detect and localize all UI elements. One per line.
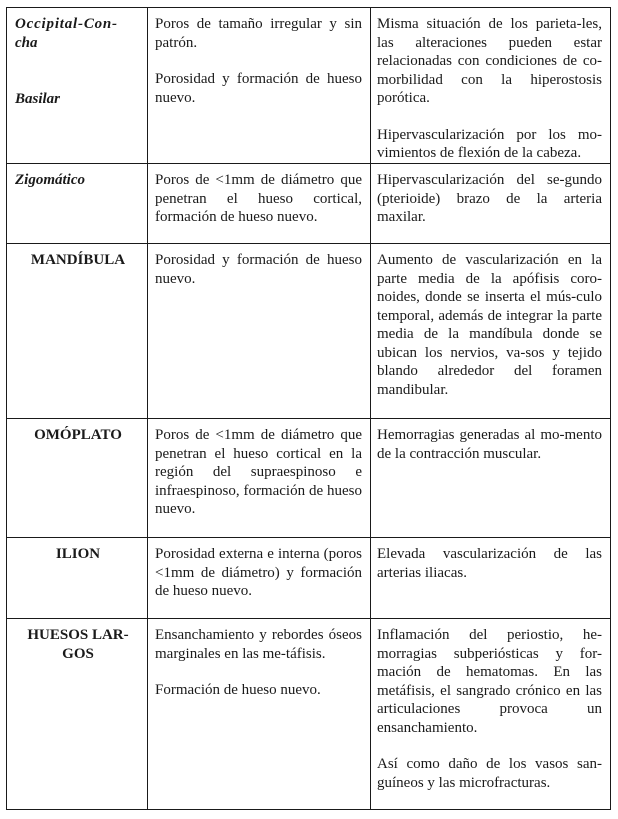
cause-description: Hipervascularización del se-gundo (pterioide) brazo de la arteria maxilar.: [377, 172, 602, 225]
table-row: [7, 164, 610, 244]
bone-table: [6, 7, 611, 810]
porosity-description: Poros de <1mm de diámetro que penetran el hueso cortical, formación de hueso nuevo.: [155, 172, 362, 225]
porosity-description: Poros de <1mm de diámetro que penetran el hueso cortical en la región del supraespinoso e infraespinoso, formación de hueso nuevo.: [155, 427, 362, 517]
cause-description: Aumento de vascularización en la parte media de la apófisis coro-noides, donde se inserta el mús-culo temporal, además de integrar la parte media de la mandíbula donde se ubican los nervios, va-sos y tejido blando alrededor del foramen mandibular.: [377, 252, 602, 398]
cause-description: Hemorragias generadas al mo-mento de la contracción muscular.: [377, 427, 602, 462]
row-label: ILION: [55, 546, 101, 562]
porosity-description: Porosidad externa e interna (poros <1mm de diámetro) y formación de hueso nuevo.: [155, 546, 362, 599]
cause-description: Elevada vascularización de las arterias iliacas.: [377, 546, 602, 581]
table-row: [7, 538, 610, 619]
table-row: [7, 8, 610, 164]
porosity-description: Poros de tamaño irregular y sin patrón. Porosidad y formación de hueso nuevo.: [155, 16, 362, 106]
cause-description: Misma situación de los parieta-les, las alteraciones pueden estar relacionadas con condiciones de co-morbilidad con la hiperostosis porótica. Hipervascularización por los mo-vimientos de flexión de la cabeza.: [377, 16, 602, 161]
porosity-description: Ensanchamiento y rebordes óseos marginales en las me-táfisis. Formación de hueso nuevo.: [155, 627, 362, 698]
table-row: [7, 419, 610, 538]
row-label: MANDÍBULA: [30, 252, 126, 268]
row-label: HUESOS LAR- GOS: [27, 627, 129, 662]
table-row: [7, 619, 610, 809]
table-row: [7, 244, 610, 419]
row-label: OMÓPLATO: [34, 427, 122, 443]
porosity-description: Porosidad y formación de hueso nuevo.: [155, 252, 362, 287]
row-label: Zigomático: [15, 172, 85, 188]
row-label: Occipital-Con- cha Basilar: [15, 16, 118, 107]
cause-description: Inflamación del periostio, he-morragias subperiósticas y for-mación de hematomas. En las metáfisis, el sangrado crónico en las articulaciones provoca un ensanchamiento. Así como daño de los vasos san-guíneos y las microfracturas.: [377, 627, 602, 791]
